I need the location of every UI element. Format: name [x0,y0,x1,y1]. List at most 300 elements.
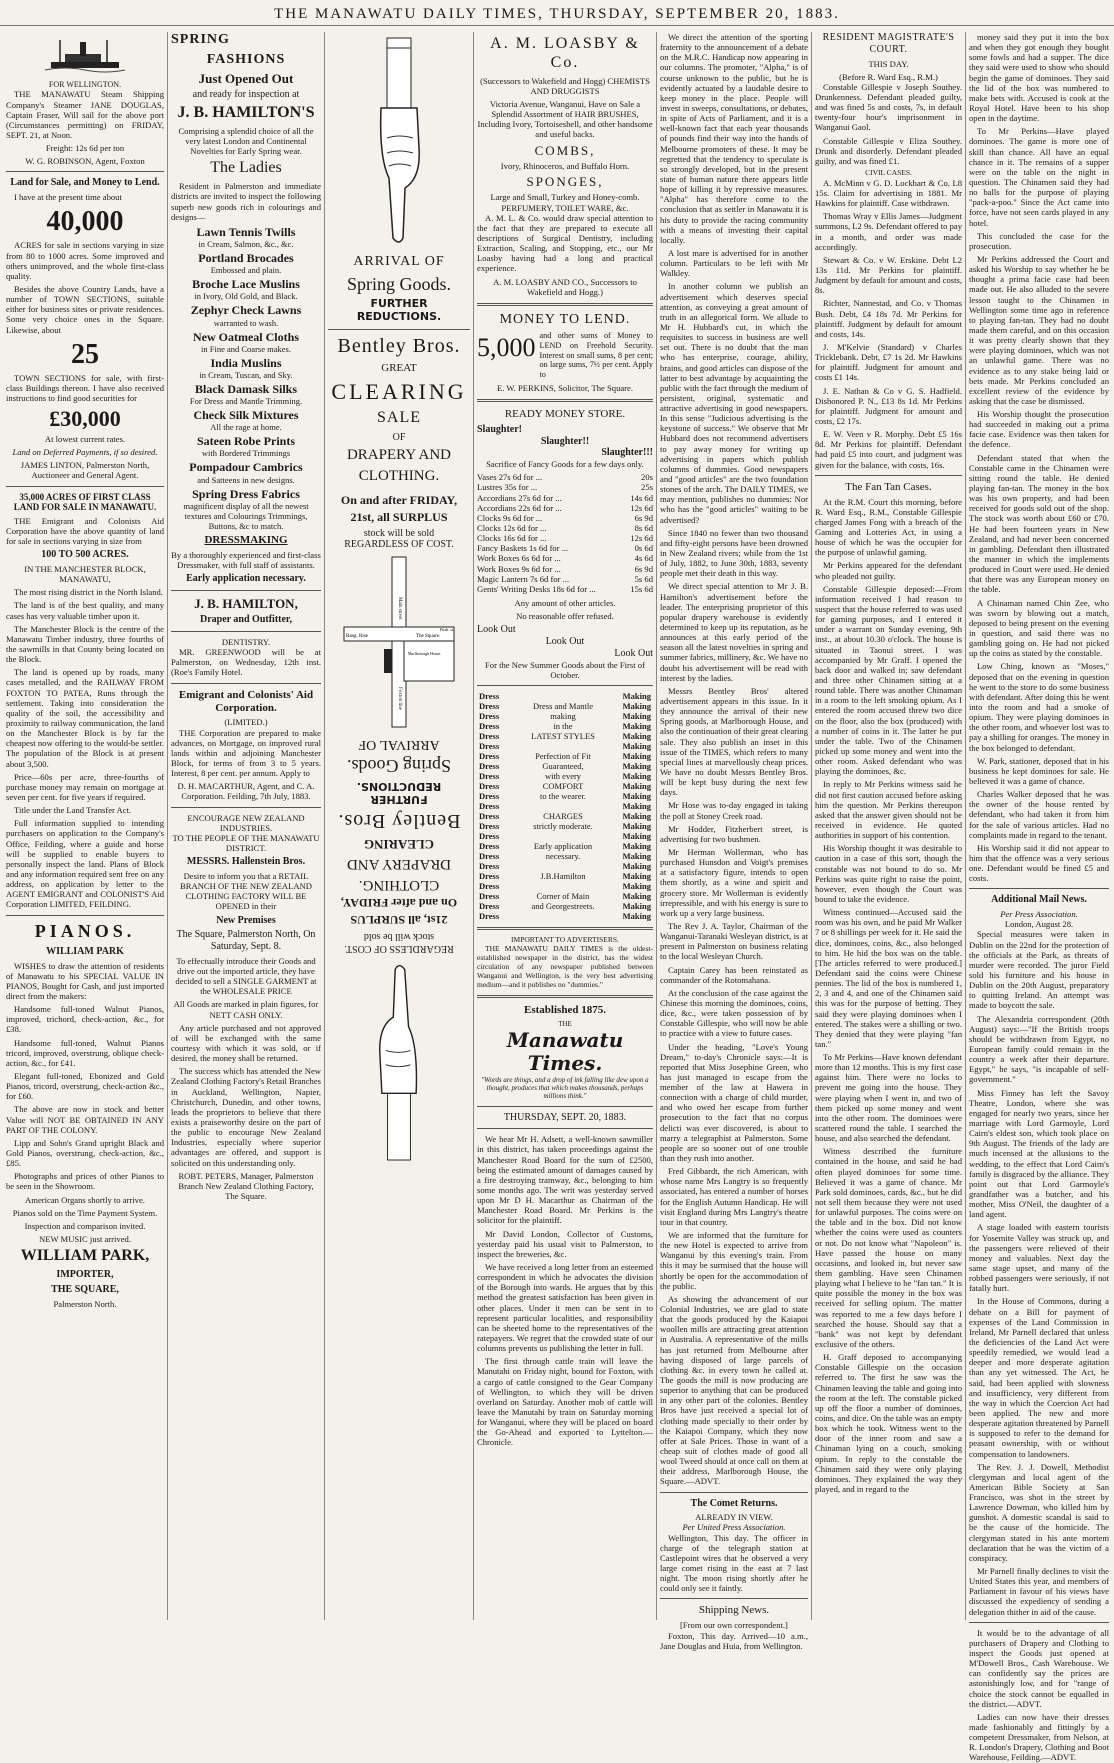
dress-cell-left: Dress [479,861,500,872]
dress-cell-middle: Perfection of Fit [535,751,591,762]
price-row [477,553,653,563]
price-row [477,482,653,492]
price-row [477,513,653,523]
mail-p3: Miss Finney has left the Savoy Theatre, London, where she was engaged for nearly two years, since her marriage with Lord Garmoyle, Lord Cairn's eldest son, which took place on 9th August. The friends of the lady are much incensed at the allusions to the wedding, to the effect that Lord Cairn's family is disgraced by the alliance. They point out that Lord Garmoyle's grandfather was a butcher, and his mother, Miss O'Neil, the daughter of a land agent. [969,1087,1109,1220]
price-item: Clocks 9s 6d for ... [477,512,543,523]
news-p7: Mr Hose was to-day engaged in taking the poll at Stoney Creek road. [660,800,808,821]
pianos-foot3: THE SQUARE, [51,1283,119,1295]
dress-cell-middle: COMFORT [542,781,584,792]
pianos-foot1: WILLIAM PARK, [20,1247,150,1265]
pianos-foot4: Palmerston North. [53,1298,117,1309]
editorial-p3: We have received a long letter from an esteemed correspondent in which he advocates the division of the Borough into wards. He argues that by this method the greatest satisfaction has been given in other places. Under it men can be sent in to represent particular localities, and responsibility can be sheeted home to the representatives of the ratepayers. We regret that the crowded state of our columns prevents us publishing the letter in full. [477,1262,653,1354]
motto: "Words are things, and a drop of ink falling like dew upon a thought, produces that which makes thousands, perhaps millions think." [481,1075,649,1101]
mail-p9: Ladies can now have their dresses made fashionably and fittingly by a competent Dressmaker, from Nelson, at R. London's Drapery, Clothing and Boot Warehouse, Feilding.—ADVT. [969,1711,1109,1763]
ship-heading: FOR WELLINGTON. [48,80,122,89]
court-p3: A. McMinn v G. D. Lockhart & Co. L8 15s. Claim for advertising in 1881. Mr Hawkins for plaintiff. Case withdrawn. [815,177,962,209]
news-p16: As showing the advancement of our Colonial Industries, we are glad to state that the goods produced by the Kaiapoi woollen mills are attracting great attention in Australia. A representative of the mills has just returned from Melbourne after having disposed of large parcels of clothing &c. in every town he called at. The goods the mill is now producing are superior to anything that can be produced in any other part of the colonies. Bentley Bros have just received a special lot of clothing made specially to their order by the Kaiapoi Company, which they now offer at Sale Prices. Those in want of a cheap suit of clothes made of good all wool Tweed should at once call on them at their address, Marlborough House, the Square.—ADVT. [660,1293,808,1487]
dress-row [477,781,653,791]
dress-cell-left: Dress [479,751,500,762]
dress-row [477,871,653,881]
fantan-p2: Mr Perkins appeared for the defendant who pleaded not guilty. [815,560,962,581]
fabric-item-desc: in Cream, Salmon, &c., &c. [198,239,294,250]
price-item: Vases 27s 6d for ... [477,472,543,483]
hamilton-heading: J. B. HAMILTON'S [177,104,315,122]
spring-p2: Resident in Palmerston and immediate districts are invited to inspect the following superb new goods rich in colourings and designs— [171,181,321,222]
mail-p6: The Rev. J. J. Dowell, Methodist clergyman and local agent of the American Bible Society at San Francisco, was shot in the street by Lawrence Dowman, who killed him by gunshot. A domestic scandal is said to be the cause of the homicide. The clergyman stated in his ante mortem declaration that he was the victim of a conspiracy. [969,1461,1109,1563]
dress-cell-right: Making [622,751,651,762]
land-p4: TOWN SECTIONS for sale, with first-class Buildings thereon. I have also received instructions to find good securities for [6,372,164,403]
pianos-p11: NEW MUSIC just arrived. [39,1233,131,1244]
enc-p3: Desire to inform you that a RETAIL BRANCH OF THE NEW ZEALAND CLOTHING FACTORY WILL BE OPENED in their [180,870,312,912]
dress-row [477,851,653,861]
dress-cell-middle: with every [544,771,582,782]
map-label-fitzh: Fitzh. st. [440,627,454,633]
price-value: 5s 6d [634,573,653,584]
dress-cell-right: Making [622,851,651,862]
spring-goods: Spring Goods. [346,273,451,294]
dress-cell-middle: Guaranteed, [542,761,584,772]
column-3 [328,32,470,1620]
regardless: REGARDLESS OF COST. [344,539,454,551]
acres-p2: IN THE MANCHESTER BLOCK, MANAWATU, [24,564,146,585]
just-opened: Just Opened Out [198,71,294,87]
dress-cell-middle: Dress and Mantle [533,700,593,711]
fabric-item-desc: warranted to wash. [213,317,279,328]
price-list [477,472,653,594]
bentley-bros: Bentley Bros. [337,334,461,357]
price-row [477,533,653,543]
price-row [477,574,653,584]
slaughter-3: Slaughter!!! [601,447,653,459]
sponges-sub: Large and Small, Turkey and Honey-comb. [490,192,640,203]
price-row [477,472,653,482]
dress-cell-middle: and Georgestreets. [531,901,595,912]
steamship-icon [45,36,125,76]
fabric-item [171,382,321,406]
court-p6: Richter, Nannestad, and Co. v Thomas Bush. Debt, £4 18s 7d. Mr Perkins for plaintiff. Judgment by default for amount and costs, 14s. [815,298,962,339]
land-big3: £30,000 [49,406,121,432]
price-value: 12s 6d [630,502,653,513]
fabric-item-name: Check Silk Mixtures [193,408,299,423]
comet-heading: The Comet Returns. [690,1497,778,1509]
money-heading: MONEY TO LEND. [499,311,631,327]
dress-cell-middle: making [550,710,576,721]
important-heading: IMPORTANT TO ADVERTISERS. [511,935,619,945]
dress-cell-right: Making [622,811,651,822]
news-p6: Messrs Bentley Bros' altered advertisement appears in this issue. In it they announce the arrival of their new Spring goods, at Marlborough House, and also the continuation of their great clearing sale. They also publish an inset in this issue of the TIMES, which refers to many special lines at marvellously cheap prices. We have no doubt Messrs Bentley Bros. will be kept busy during the next few days. [660,685,808,798]
fabric-list [171,225,321,531]
dress-cell-left: Dress [479,761,500,772]
dress-row [477,861,653,871]
clothing-inv: CLOTHING. [358,877,440,894]
inverted-ad [328,735,470,954]
enc-p4: The Square, Palmerston North, On Saturday, Sept. 8. [176,929,316,953]
fantan-cont-p9: W. Park, stationer, deposed that in his business he kept dominoes for sale. He believed it was a game of chance. [969,755,1109,786]
acres-heading: 35,000 ACRES OF FIRST CLASS LAND FOR SALE IN MANAWATU. [13,491,157,513]
dress-cell-middle: to the wearer. [539,791,587,802]
fantan-heading: The Fan Tan Cases. [845,480,932,493]
pianos-p8: American Organs shortly to arrive. [25,1194,145,1205]
dress-row [477,821,653,831]
fabric-item-desc: in Ivory, Old Gold, and Black. [194,291,298,302]
fabric-item [171,303,321,327]
mail-p5: In the House of Commons, during a debate on a Bill for payment of expenses of the Land Commission in Ireland, Mr Parnell declared that unless the deficiencies of the Land Act were speedily remedied, we would lead a deeper and more desperate agitation than any yet witnessed. The Act, he said, had been applied with slowness and insufficiency, very different from the way in which the Coercion Act had been applied. The new and more desperate agitation threatened by Parnell is supposed to refer to the demand for peasant ownership, with or without compensation to landowners. [969,1296,1109,1459]
dress-cell-middle: CHARGES [543,811,583,822]
sacrifice: Sacrifice of Fancy Goods for a few days only. [486,459,644,470]
pianos-p6: Lipp and Sohn's Grand upright Black and Gold Pianos, overstrung, check-action, &c., £85. [6,1137,164,1169]
dress-cell-right: Making [622,781,651,792]
fabric-item [171,356,321,380]
news-p4: Since 1840 no fewer than two thousand and fifty-eight persons have been drowned in New Zealand rivers; while from the 1st of July, 1882, to June 30th, 1883, seventy people met their death in this way. [660,527,808,579]
dress-cell-right: Making [622,901,651,912]
lookout-3: Look Out [614,647,653,659]
dress-cell-left: Dress [479,811,500,822]
price-value: 12s 6d [630,533,653,544]
combs: COMBS, [534,142,596,158]
dress-cell-left: Dress [479,700,500,711]
fabric-item-desc: and Satteens in new designs. [197,474,295,485]
established: Established 1875. [524,1004,606,1017]
map-label-square: The Square. [416,634,441,640]
dress-cell-left: Dress [479,791,500,802]
pianos-p5: The above are now in stock and better Value will NOT BE OBTAINED IN ANY PART OF THE COLONY. [6,1104,164,1135]
stock-sold-inv: stock will be sold [363,931,435,943]
pianos-p7: Photographs and prices of other Pianos to be seen in the Showroom. [6,1171,164,1192]
dress-row [477,771,653,781]
loasby-sub: (Successors to Wakefield and Hogg) CHEMISTS AND DRUGGISTS [480,75,650,96]
editorial-p2: Mr David London, Collector of Customs, yesterday paid his usual visit to Palmerston, to inspect the breweries, &c. [477,1228,653,1259]
land-p6: Land on Deferred Payments, if so desired. [12,447,158,458]
fantan-p8: Witness described the furniture contained in the house, and said he had often played dominoes for some time. Believed it was a game of chance. Mr Park sold dominoes, cards, &c., but he did not sell them because they were not used for unlawful purposes. The coins were on the table and in the box. Did not know whether the coins were used as counters or not. Do not know what "Napoleon" is. Have passed the house on many occasions, and looked in, but never saw them gambling. Have seen Chinamen playing what I believe to be "fan tan." It is quite possible the money in the box was received for selling opium. The matter was reported to me a few days before I searched the house. Should say that a "bank" was not kept by defendant exclusive of the others. [815,1146,962,1349]
fantan-cont-p3: This concluded the case for the prosecution. [969,230,1109,251]
combs-sub: Ivory, Rhinoceros, and Buffalo Horn. [500,160,630,171]
dress-cell-right: Making [622,700,651,711]
comet-p: Wellington, This day. The officer in charge of the telegraph station at Castlepoint wires that he observed a very large comet rising in the east at 7 last night. The moon rising shortly after he could only see it faintly. [660,1532,808,1594]
any-amount: Any amount of other articles. [514,598,616,608]
dressmaking-heading: DRESSMAKING [204,533,288,546]
pointing-hand-icon-inverted [369,960,429,1160]
further-inv: FURTHER REDUCTIONS. [356,780,442,806]
further-reductions: FURTHER REDUCTIONS. [356,296,442,323]
fabric-item-name: Spring Dress Fabrics [192,486,300,501]
price-item: Clocks 16s 6d for ... [477,533,547,544]
fabric-item-name: Lawn Tennis Twills [196,224,296,239]
street-map [344,557,454,727]
dress-cell-right: Making [622,861,651,872]
of: OF [392,432,406,444]
mail-ua: Per Press Association. [1000,909,1078,920]
dress-cell-left: Dress [479,911,500,922]
news-p8: Mr Hodder, Fitzherbert street, is advertising for two bushmen. [660,823,808,844]
fabric-item-name: Broche Lace Muslins [192,277,300,292]
price-row [477,543,653,553]
price-value: 6s 9d [634,512,653,523]
fantan-cont-p2: To Mr Perkins—Have played dominoes. The game is more one of skill than chance. All have an equal chance in it. The remains of a supper were on the table on the night in question. The Chinamen said they had no balls for the purpose of playing "pack-a-poo." Since the Act came into force, have not seen cards played in any hotel. [969,126,1109,228]
comet-ua: Per United Press Association. [682,1522,786,1533]
dress-row [477,801,653,811]
ship-freight: Freight: 12s 6d per ton [45,143,125,154]
acres-p5: The Manchester Block is the centre of the Manawatu Timber industry, three fourths of the sawmills in that County being located on the Block. [6,623,164,665]
dress-cell-middle [513,741,613,751]
dress-row [477,711,653,721]
dress-cell-middle: in the [553,721,573,731]
news-p10: The Rev J. A. Taylor, Chairman of the Wanganui-Taranaki Wesleyan district, is at present in Palmerston on business relating to the local Wesleyan Church. [660,920,808,962]
dress-cell-left: Dress [479,891,500,902]
loasby-heading: A. M. LOASBY & Co. [490,35,640,71]
pianos-p3: Handsome full-toned, Walnut Pianos tricord, improved, overstrung, oblique check-action, &c., for £41. [6,1037,164,1068]
court-p2: Constable Gillespie v Eliza Southey. Drunk and disorderly. Defendant pleaded guilty, and was fined £1. [815,135,962,166]
fantan-p3: Constable Gillespie deposed:—From information received I had reason to suspect that the house referred to was used for gaming purposes, and I entered it under a warrant on Sunday evening, 9th inst., at about 10.30 o'clock. The house is situated in Taonui street. I was accompanied by Mr Graff. I opened the back door and walked in; saw defendant and three other Chinamen sitting at a round table. There was another Chinaman in a room to the left smoking opium. As I entered the room accused threw two dice on the floor, also the box (produced) with a number of coins in it. The latter he put under the table. Two of the Chinamen picked up some money and went into the other room. Asked defendant who was playing the dominoes, &c. [815,583,962,777]
slaughter-2: Slaughter!! [540,435,590,447]
dress-cell-right: Making [622,841,651,852]
price-value: 8s 6d [634,523,653,534]
fabric-item-desc: Embossed and plain. [210,265,282,276]
enc-p2: MESSRS. Hallenstein Bros. [186,856,306,868]
price-value: 4s 6d [634,553,653,564]
dress-cell-left: Dress [479,781,500,792]
fabric-item [171,277,321,301]
court-p8: J. E. Nathan & Co v G. S. Hadfield. Dishonored P. N., £13 8s 1d. Mr Perkins for plaintiff. Judgment for amount and costs, £2 17s. [815,385,962,426]
dress-cell-right: Making [622,761,651,772]
ready-inspection: and ready for inspection at [192,89,300,101]
dress-cell-middle: LATEST STYLES [531,731,595,742]
the-word: THE [558,1020,572,1029]
clearing: CLEARING [331,379,467,405]
fabric-item-desc: in Fine and Coarse makes. [201,343,291,354]
dress-cell-right: Making [622,831,651,842]
acres-p9: Full information supplied to intending purchasers on application to the Company's Office, Feilding, where a guide and horse will be supplied to enable buyers to personally inspect the land. Plans of Block and any information required sent free on any address, on application by letter to the AGENT EMIGRANT and COLONIST'S Aid Corporation LIMITED, FEILDING. [6,818,164,910]
price-value: 20s [641,472,653,483]
dentistry-heading: DENTISTRY. [221,636,271,647]
shipping-heading: Shipping News. [698,1604,770,1617]
price-item: Fancy Baskets 1s 6d for ... [477,543,569,554]
news-p14: Fred Gibbardt, the rich American, with whose name Mrs Langtry is so frequently associated, has entered a number of horses for the English Autumn Handicap. He will visit England during Mrs Langtry's theatre tour in that country. [660,1166,808,1227]
land-heading: Land for Sale, and Money to Lend. [10,177,160,189]
mail-p2: The Alexandria correspondent (20th August) says:—"If the British troops should be withdrawn from Egypt, no European family could remain in the country a week after their departure. Egypt," he says, "is incapable of self-government." [969,1013,1109,1085]
dress-row [477,791,653,801]
perfumery: PERFUMERY, TOILET WARE, &c. [501,202,629,213]
dress-cell-right: Making [622,881,651,892]
column-5 [660,32,808,1651]
fantan-p6: Witness continued—Accused said the room was his own, and he paid Mr Walker 7 or 8 shillings per week for it. He said the dice, dominoes, coins, &c., also belonged to him. He hid the box was on the table. [The articles referred to were produced.] Defendant said the coins were Chinese pennies. The lid of the box is numbered 1, 2, 3 and 4, and one of the Chinamen said this was for the purpose of betting. They said they were playing dominoes when I entered. The stakes were a shilling or two. They denied that they were playing "fan tan." [815,907,962,1049]
dress-cell-left: Dress [479,721,500,731]
news-p1: We direct the attention of the sporting fraternity to the announcement of a debate on the M.R.C. Handicap now appearing in our columns. The promoter, "Alpha," is of course unknown to the public, but he is evidently actuated by a laudable desire to keep money in the place. People will invest in sweeps, consultations, or debates, in spite of Acts of Parliament, and it is a well-known fact that each year thousands of pounds find their way into the hands of Melbourne promoters of these. It may be regretted that the tendency to speculate is so strongly developed, but in the present state of human nature there appears little hope of killing it by repressive measures. "Alpha" has therefore come to the conclusion that as settler in Manawatu it is his duty to provide the racing community with a means of investing their capital locally. [660,32,808,245]
lookout-2: Look Out [545,636,585,648]
dress-row [477,741,653,751]
fabric-item-name: Pompadour Cambrics [189,460,303,475]
enc-p6: All Goods are marked in plain figures, for NETT CASH ONLY. [173,999,319,1020]
pianos-p4: Elegant full-toned, Ebonized and Gold Pianos, tricord, overstrung, check-action &c., for £60. [6,1071,164,1102]
fabric-item-name: Zephyr Check Lawns [190,303,302,318]
eca-sig: D. H. MACARTHUR, Agent, and C. A. Corporation. Feilding, 7th July, 1883. [177,781,315,802]
editorial-p1: We hear Mr H. Adsett, a well-known sawmiller in this district, has taken proceedings against the Manchester Road Board for the sum of £2500, being the estimated amount of damages caused by a fire destroying tramway, &c., belonging to him some months ago. The writ was yesterday served upon Mr D H. Macarthur as Chairman of the Manchester Road Board. Mr Perkins is the solicitor for the plaintiff. [477,1134,653,1226]
arrival-inv: ARRIVAL OF [358,736,440,752]
pianos-p10: Inspection and comparison invited. [24,1220,146,1231]
eca-heading: Emigrant and Colonists' Aid Corporation. [178,688,314,714]
dress-app: Early application necessary. [186,573,306,585]
dress-row [477,911,653,921]
dress-cell-right: Making [622,710,651,721]
enc-p8: The success which has attended the New Zealand Clothing Factory's Retail Branches in Auckland, Wellington, Napier, Christchurch, Dunedin, and other towns, leads the proprietors to believe that there exists a praiseworthy desire on the part of the public to encourage New Zealand Industries, especially where superior advantages are offered, and support is solicited on this understanding only. [171,1066,321,1168]
news-p9: Mr Herman Wollerman, who has purchased Hunsdon and Voigt's premises at a satisfactory figure, intends to open them shortly, as a wine and spirit and grocery store. Mr Wollerman is evidently irrepressible, and with his energy is sure to work up a very large business. [660,846,808,918]
fabric-item-desc: in Cream, Tuscan, and Sky. [199,369,293,380]
dress-cell-right: Making [622,911,651,922]
fabric-item-desc: with Bordered Trimmings [201,448,291,459]
money-sig: E. W. PERKINS, Solicitor, The Square. [496,382,634,393]
price-item: Clocks 12s 6d for ... [477,523,547,534]
dress-row [477,761,653,771]
loasby-p1: Victoria Avenue, Wanganui, Have on Sale a Splendid Assortment of HAIR BRUSHES, Including Ivory, Tortoiseshell, and other handsome and useful backs. [477,99,653,140]
spring-p1: Comprising a splendid choice of all the very latest London and Continental Novelties for Early Spring wear. [178,126,314,157]
masthead: THE MANAWATU DAILY TIMES, THURSDAY, SEPTEMBER 20, 1883. [0,0,1114,26]
column-7 [969,32,1109,1763]
price-value: 15s 6d [630,583,653,594]
court-p1: Constable Gillespie v Joseph Southey. Drunkenness. Defendant pleaded guilty, and was fined 5s and costs, 7s, in default twenty-four hour's imprisonment in Wanganui Gaol. [815,81,962,133]
mail-p7: Mr Parnell finally declines to visit the United States this year, and members of Parliament in favour of his views have discussed the expediency of sending a delegation thither in aid of the cause. [969,1566,1109,1617]
money-p: and other sums of Money to LEND on Freehold Security. Interest on small sums, 8 per cent; on large sums, 7½ per cent. Apply to [539,331,653,379]
price-item: Work Boxes 6s 6d for ... [477,553,561,564]
jbh-sub: Draper and Outfitter, [200,614,292,626]
dent-p: MR. GREENWOOD will be at Palmerston, on Wednesday, 12th inst. (Roe's Family Hotel. [171,647,321,678]
price-item: Accordians 27s 6d for ... [477,492,562,503]
fantan-cont-p11: His Worship said it did not appear to him that the offence was a very serious one. Defendant would be fined £5 and costs. [969,842,1109,884]
fabric-item [171,487,321,531]
dress-row [477,811,653,821]
sale: SALE [377,409,421,427]
map-label-rang: Rang. Rise [346,634,368,640]
fabric-item-name: India Muslins [210,355,282,370]
acres-range: 100 TO 500 ACRES. [41,549,129,561]
fantan-cont-p8: Low Ching, known as "Moses," deposed that on the evening in question he went to the store to do some business with defendant. After doing this he went into the room and had a smoke of opium. They were playing dominoes in the other room, and whoever lost was to pay a shilling for oranges. The money in the box belonged to defendant. [969,661,1109,753]
comet-sub: ALREADY IN VIEW. [695,1512,773,1523]
regardless-inv: REGARDLESS OF COST. [344,943,454,955]
news-p11: Captain Carey has been reinstated as commander of the Rotomahana. [660,964,808,985]
on-after-inv: On and after FRIDAY, [340,896,458,911]
column-4 [477,32,653,1620]
dress-cell-middle: strictly moderate. [533,821,593,832]
enc-prem: New Premises [216,914,276,926]
dress-cell-left: Dress [479,710,500,721]
dress-row [477,831,653,841]
price-item: Gents' Writing Desks 18s 6d for ... [477,583,596,594]
pianos-p9: Pianos sold on the Time Payment System. [12,1207,158,1218]
editorial-p4: The first through cattle train will leave the Manutahi on Friday night, bound for Foxton, with a cargo of cattle consigned to the Gear Company of Wellington, to which they will be driven overland on Saturday. Another mob of cattle will leave the Manutahi by train on Saturday morning for Wanganui, where they will be placed on board the Go-Ahead and exported to Lyttelton.—Chronicle. [477,1356,653,1448]
dress-p: By a thoroughly experienced and first-class Dressmaker, with full staff of assistants. [171,549,321,570]
dress-cell-right: Making [622,741,651,752]
dress-cell-middle [513,831,613,841]
dress-cell-left: Dress [479,871,500,882]
slaughter-1: Slaughter! [477,423,522,435]
jbh-heading: J. B. HAMILTON, [194,595,298,611]
enc-p7: Any article purchased and not approved of will be exchanged with the same courtesy with which it was sold, or if desired, the money shall be returned. [171,1022,321,1064]
dress-cell-middle: necessary. [545,851,581,862]
dress-row [477,731,653,741]
dress-cell-left: Dress [479,881,500,892]
fantan-p7: To Mr Perkins—Have known defendant more than 12 months. This is my first case against him. There were no locks to prevent me going into the house. They were playing when I went in, and two of them picked up some money and went into the other room. The dominoes were scattered round the table. I searched the house, and also searched the defendant. [815,1052,962,1144]
spring-goods-inv: Spring Goods. [347,756,452,777]
dress-cell-left: Dress [479,901,500,912]
news-p3: In another column we publish an advertisement which deserves special attention, as conveying a great amount of truth in an allegorical form. We allude to Mr H. Hubbard's cut, in which the requisites to success in business are well set out. There is no doubt that the man who has enterprise, courage, ability, brains, and good articles can dispose of the latter to best advantage by acquainting the public with the fact through the medium of persistent, original, systematic and attractive advertising in good newspapers. In this sense "Judicious advertising is the keystone of success." We observe that Mr Hubbard does not recommend advertisers to pay away money for writing up advertising in papers which publish columns of dummies. Good newspapers and "good articles" are the two foundation stones of the arch. The DAILY TIMES, we may mention, publishes no dummies: Nor who has the "good articles" waiting to be advertised? [660,281,808,525]
price-value: 14s 6d [630,492,653,503]
dress-cell-right: Making [622,801,651,812]
lookout-1: Look Out [477,624,516,636]
land-p3: Besides the above Country Lands, have a number of TOWN SECTIONS, suitable either for business sites or private residences. Some very choice ones in the Square. Likewise, about [6,283,164,335]
court-p5: Stewart & Co. v W. Erskine. Debt L2 13s 11d. Mr Perkins for plaintiff. Judgment by default for amount and costs, 8s. [815,254,962,296]
shipping-sub: [From our own correspondent.] [680,1620,788,1631]
acres-p6: The land is opened up by roads, many cases metalled, and the RAILWAY FROM FOXTON TO PATEA, Runs through the settlement. Taking into consideration the quality of the soil, the accessibility and proximity to railway communication, the land on the Manchester Block is by far the cheapest now offering to the would-be settler. The population of the Block is at present about 3,500. [6,667,164,769]
dress-row [477,901,653,911]
clearing-sale-inv: CLEARING [363,836,435,852]
surplus: 21st, all SURPLUS [350,510,448,525]
fabric-item-name: Black Damask Silks [194,381,298,396]
court-heading: RESIDENT MAGISTRATE'S COURT. [822,32,955,55]
column-1 [6,32,164,1620]
news-p2: A lost mare is advertised for in another column. Particulars to be left with Mr Walkley. [660,247,808,279]
dress-row [477,721,653,731]
fantan-cont-p1: money said they put it into the box and when they got enough they bought some fowls and had a supper. The dice they said were used to show who should begin the game of dominoes. They said the lid of the box was numbered to make bets with. Accused is cook at the Royal Hotel. Have been to his shop open in the daytime. [969,32,1109,124]
no-refused: No reasonable offer refused. [516,611,614,622]
fabric-item [171,251,321,275]
dress-cell-left: Dress [479,771,500,782]
dress-cell-right: Making [622,821,651,832]
pianos-heading: PIANOS. [34,920,136,941]
dress-cell-right: Making [622,721,651,731]
map-label-north: Main street [397,597,402,620]
important-p: THE MANAWATU DAILY TIMES is the oldest-established newspaper in the district, has the widest circulation of any newspaper published between Wanganui and Wellington, is the very best advertising medium—and it publishes no "dummies." [477,944,653,989]
court-before: (Before R. Ward Esq., R.M.) [839,71,938,82]
pianos-p1: WISHES to draw the attention of residents of Manawatu to his SPECIAL VALUE IN PIANOS, Bought for Cash, and just imported direct from the makers: [6,960,164,1002]
map-label-foxton: Foxton line [397,687,402,711]
dress-cell-right: Making [622,891,651,902]
fabric-item [171,460,321,484]
dress-cell-left: Dress [479,851,500,862]
dress-cell-middle [513,881,613,891]
pointing-hand-icon [369,38,429,248]
dress-row [477,891,653,901]
fantan-p5: His Worship thought it was desirable to caution in a case of this sort, though the constable was not bound to do so. Mr Perkins was quite right to raise the point, however, even though the Court was bound to take the evidence. [815,843,962,904]
dress-cell-middle [513,801,613,811]
dressmaking-table [477,691,653,921]
fabric-item-name: New Oatmeal Cloths [193,329,299,344]
dress-cell-middle [513,861,613,871]
news-p15: We are informed that the furniture for the new Hotel is expected to arrive from Wanganui by this evening's train. From this it may be surmised that the house will shortly be open for the accommodation of the public. [660,1230,808,1291]
land-p1: I have at the present time about [14,192,122,203]
fabric-item-desc: All the rage at home. [210,422,282,433]
eca-p: THE Corporation are prepared to make advances, on Mortgage, on improved rural lands within and adjoining Manchester Block, for terms of from 3 to 5 years. Interest, 8 per cent. per annum. Apply to [171,727,321,779]
court-this-day: THIS DAY. [868,58,909,69]
map-label-marlborough: Marlborough House. [408,651,442,657]
acres-p4: The land is of the best quality, and many cases has very valuable timber upon it. [6,600,164,621]
enc-p5: To effectually introduce their Goods and drive out the imported article, they have decided to sell a SINGLE GARMENT at the WHOLESALE PRICE [175,955,317,997]
stock-sold: stock will be sold [363,527,435,539]
clothing-word: CLOTHING. [358,467,440,484]
price-item: Work Boxes 9s 6d for ... [477,563,561,574]
dress-cell-middle: Early application [533,841,593,852]
fantan-cont-p5: His Worship thought the prosecution had succeeded in making out a prima facie case. Evidence was then taken for the defence. [969,409,1109,450]
dress-row [477,881,653,891]
fantan-cont-p7: A Chinaman named Chin Zee, who was sworn by blowing out a match, deposed to being present on the evening in question, and said there was no gambling going on. He had not picked up the coins as stated by the constable. [969,597,1109,659]
dress-cell-left: Dress [479,690,500,701]
dress-cell-right: Making [622,871,651,882]
land-p5: At lowest current rates. [44,434,126,445]
dress-cell-middle: Corner of Main [536,891,590,902]
fabric-item [171,434,321,458]
dress-cell-left: Dress [479,821,500,832]
fabric-item-name: Portland Brocades [198,251,294,266]
ladies-heading: The Ladies [210,159,282,177]
summer: For the New Summer Goods about the First of October. [485,659,645,680]
price-row [477,523,653,533]
